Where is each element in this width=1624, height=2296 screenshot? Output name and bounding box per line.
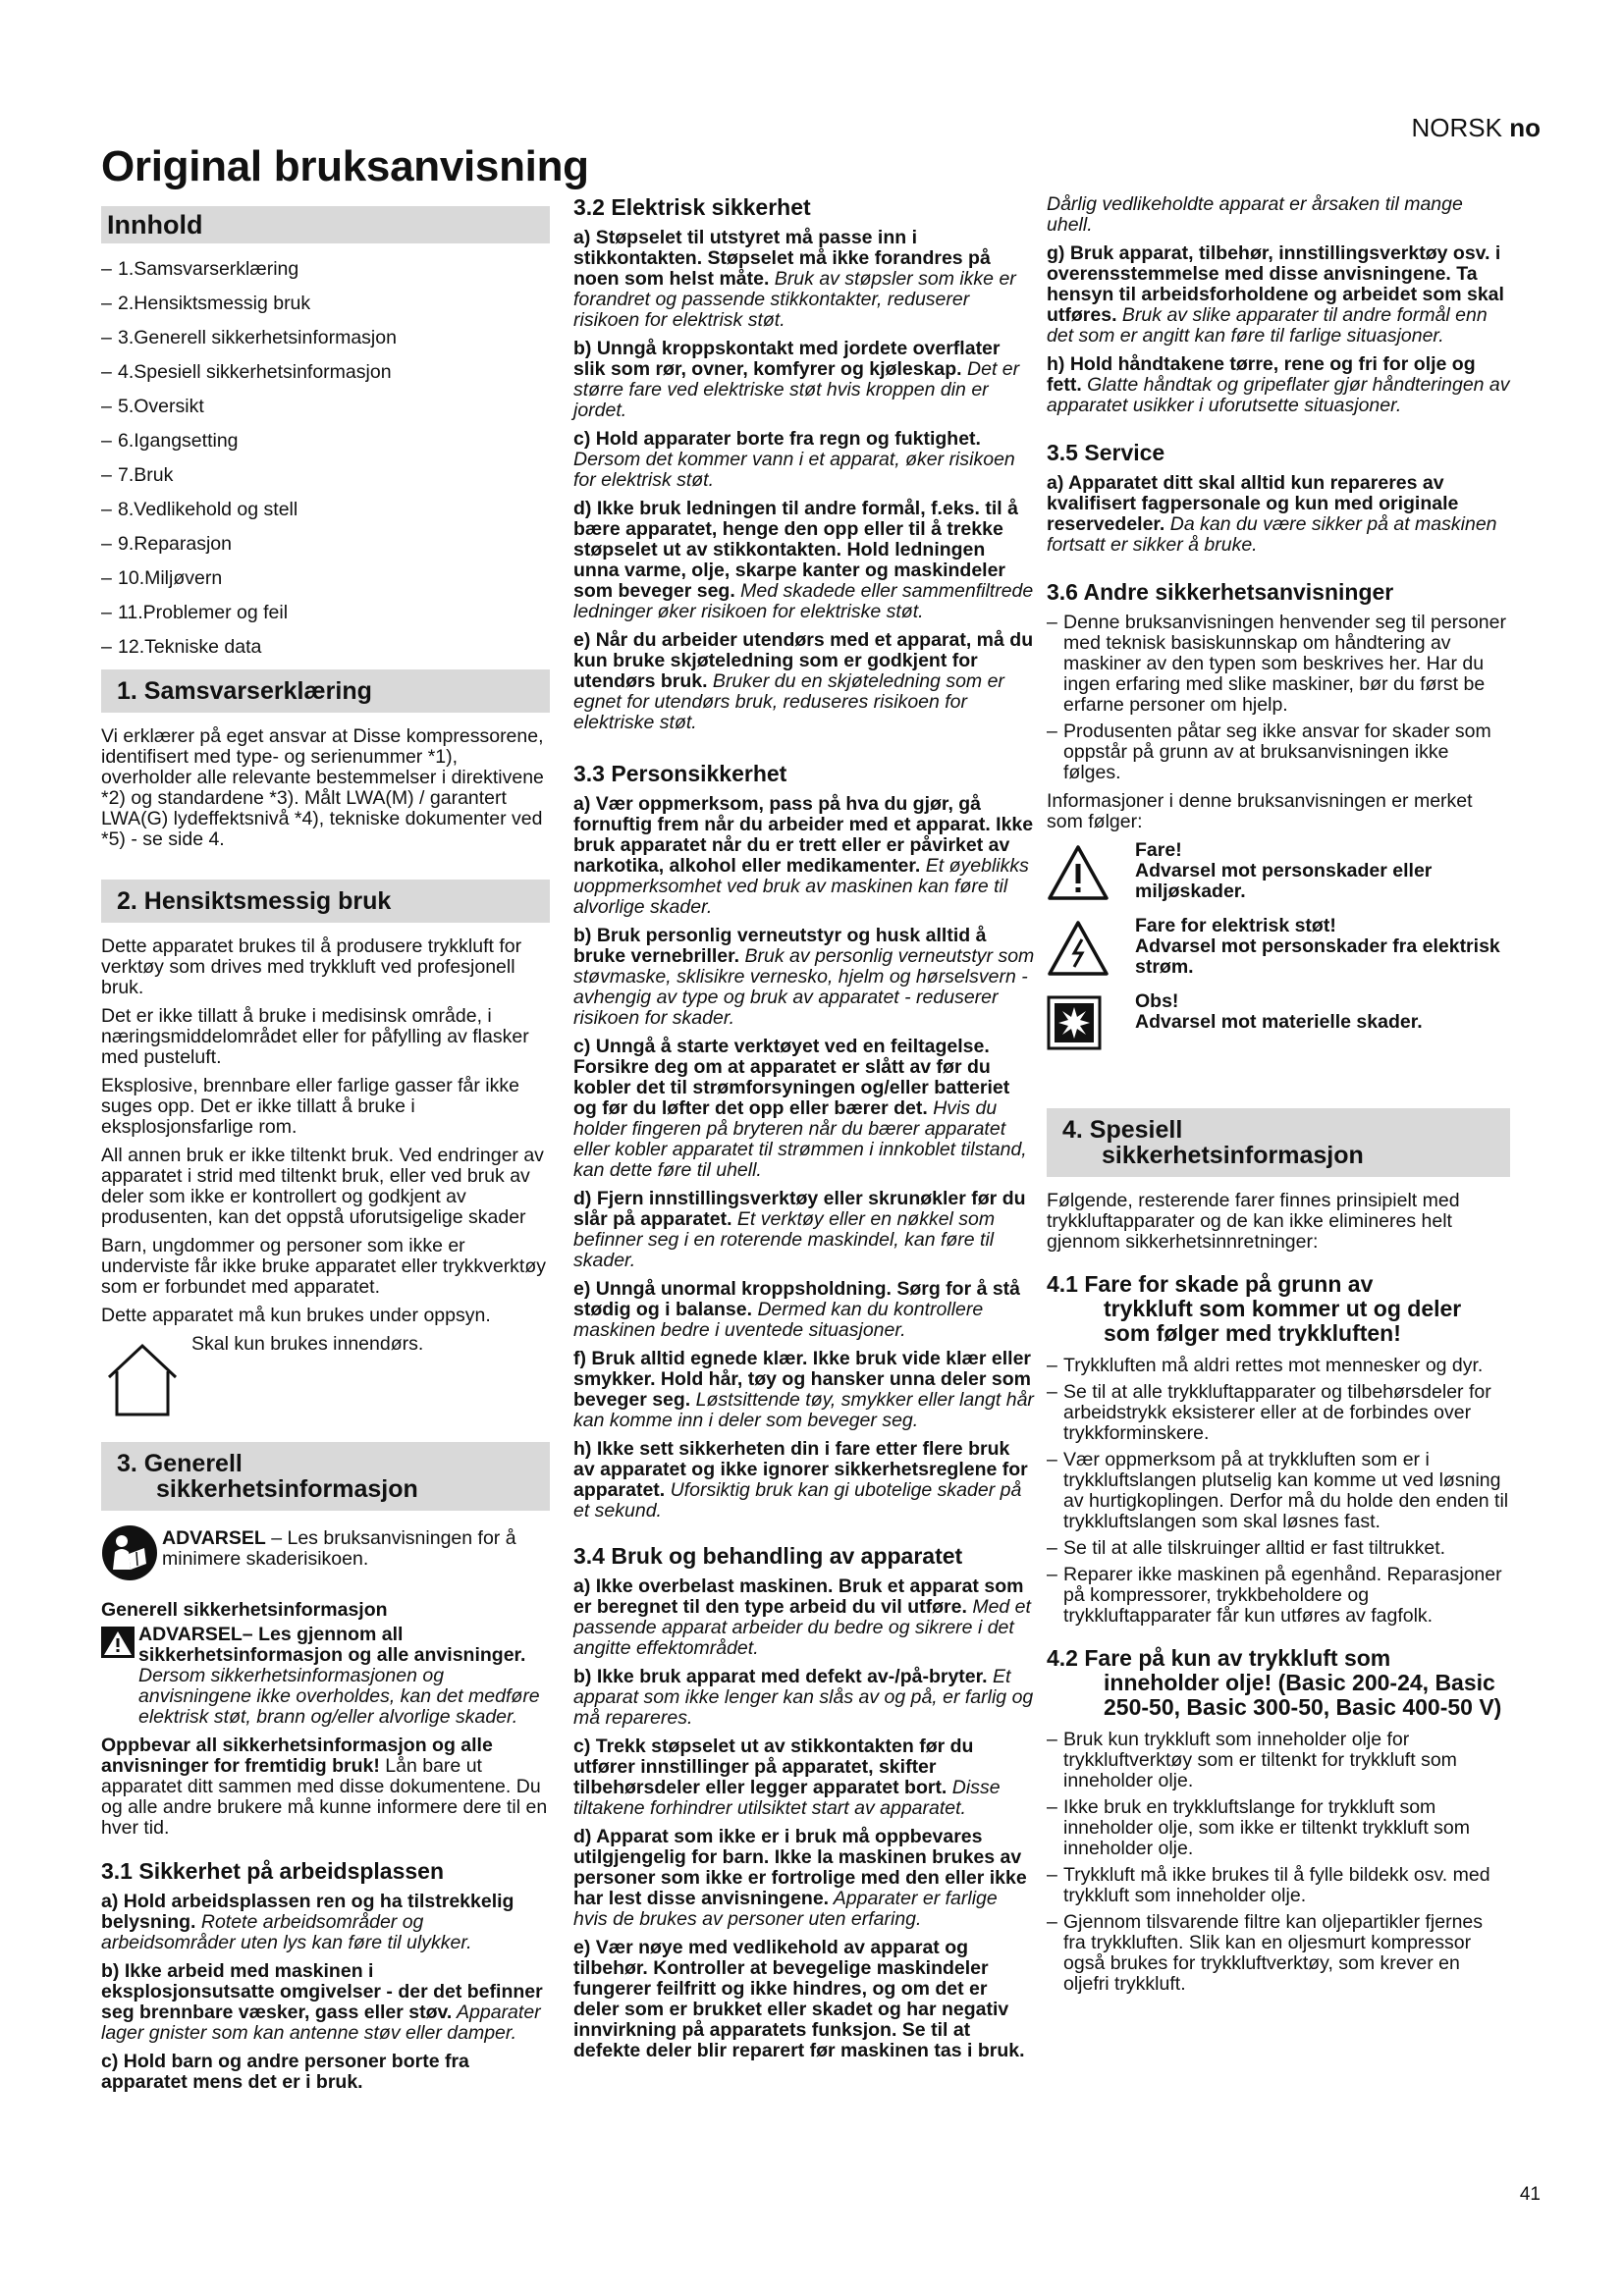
s32-a-italic: Bruk av støpsler som ikke er forandret og passende stikkontakter, reduserer risikoen for elektrisk støt. [573, 268, 1016, 331]
toc-item: – 7.Bruk [101, 461, 550, 490]
s36-info: Informasjoner i denne bruksanvisningen er merket som følger: [1047, 790, 1473, 832]
column-2 [573, 194, 1035, 2069]
s33-c [573, 1037, 1035, 1181]
s32-b [573, 339, 1035, 421]
electric-shock-icon [1047, 920, 1110, 977]
section-3-title-line2: sikkerhetsinformasjon [156, 1475, 418, 1503]
symbol-note-text: Obs! Advarsel mot materielle skader. [1135, 990, 1423, 1033]
s32-d [573, 499, 1035, 622]
list-item: – Produsenten påtar seg ikke ansvar for skader som oppstår på grunn av at bruksanvisningen ikke følges. [1047, 721, 1510, 783]
keep-instructions [101, 1735, 550, 1839]
list-item: – Vær oppmerksom på at trykkluften som er i trykkluftslangen plutselig kan komme ut ved løsning av hurtigkoplingen. Derfor må du holde den enden til trykkluftslangen som skal løsnes fast. [1047, 1450, 1510, 1532]
s34-a [573, 1576, 1035, 1659]
s33-f [573, 1349, 1035, 1431]
section-4-2-title [1047, 1646, 1510, 1720]
section-3-title [101, 1442, 550, 1511]
s35-a-bold: a) Apparatet ditt skal alltid kun repareres av kvalifisert fagpersonale og kun med originale reservedeler. [1047, 472, 1459, 535]
page-title: Original bruksanvisning [101, 142, 589, 190]
s34-e-cont [1047, 194, 1510, 236]
section-2-title: 2. Hensiktsmessig bruk [101, 880, 550, 923]
language-header [1412, 113, 1541, 143]
s33-d-italic: Et verktøy eller en nøkkel som befinner seg i en roterende maskindel, kan føre til skader. [573, 1208, 996, 1271]
s42-title-a: Fare på kun av trykkluft som [1084, 1645, 1391, 1671]
symbol-shock-text: Fare for elektrisk støt! Advarsel mot personskader fra elektrisk strøm. [1135, 915, 1500, 978]
house-icon [103, 1340, 182, 1418]
language-name: NORSK [1411, 113, 1502, 142]
list-item: – Gjennom tilsvarende filtre kan oljepartikler fjernes fra trykkluften. Slik kan en oljesmurt kompressor også brukes for trykkluftverktøy, som krever en oljefri trykkluft. [1047, 1912, 1510, 1995]
read-manual-icon [101, 1524, 158, 1581]
s31-b-bold: b) Ikke arbeid med maskinen i eksplosjonsutsatte omgivelser - der det befinner seg brennbare væsker, gass eller støv. [101, 1960, 543, 2023]
s31-a-bold: a) Hold arbeidsplassen ren og ha tilstrekkelig belysning. [101, 1891, 514, 1933]
s33-f-bold: f) Bruk alltid egnede klær. Ikke bruk vide klær eller smykker. Hold hår, tøy og hansker unna deler som beveger seg. [573, 1348, 1032, 1411]
s31-c [101, 2052, 550, 2093]
toc-item: – 8.Vedlikehold og stell [101, 496, 550, 524]
warning-triangle-icon [101, 1627, 135, 1658]
s33-e-italic: Dermed kan du kontrollere maskinen bedre i uventede situasjoner. [573, 1299, 984, 1341]
s33-h-italic: Uforsiktig bruk kan gi ubotelige skader på et sekund. [573, 1479, 1022, 1522]
section-4-intro: Følgende, resterende farer finnes prinsipielt med trykkluftapparater og de kan ikke elimineres helt gjennom sikkerhetsinnretninger: [1047, 1190, 1460, 1253]
s34-h-italic: Glatte håndtak og gripeflater gjør håndteringen av apparatet usikker i uforutsette situasjoner. [1047, 374, 1510, 416]
s31-b [101, 1961, 550, 2044]
s34-a-italic: Med et passende apparat arbeider du bedre og sikrere i det angitte effektområdet. [573, 1596, 1031, 1659]
section-2-p6: Dette apparatet må kun brukes under oppsyn. [101, 1305, 491, 1326]
general-warning-italic: Dersom sikkerhetsinformasjonen og anvisningene ikke overholdes, kan det medføre elektrisk støt, brann og/eller alvorlige skader. [138, 1665, 540, 1728]
s34-g [1047, 243, 1510, 347]
s31-a [101, 1892, 550, 1953]
section-3-5-title: 3.5 Service [1047, 440, 1165, 465]
s34-e-italic: Dårlig vedlikeholdte apparat er årsaken til mange uhell. [1047, 193, 1463, 236]
s34-h [1047, 354, 1510, 416]
s34-b-bold: b) Ikke bruk apparat med defekt av-/på-bryter. [573, 1666, 988, 1687]
toc-item: – 5.Oversikt [101, 393, 550, 421]
section-2-p4: All annen bruk er ikke tiltenkt bruk. Ved endringer av apparatet i strid med tiltenkt bruk, eller ved bruk av deler som ikke er kontrollert og godkjent av produsenten, kan det oppstå uforutsigelige skader [101, 1145, 544, 1228]
list-item: – Denne bruksanvisningen henvender seg til personer med teknisk basiskunnskap om håndtering av maskiner av den typen som beskrives her. Har du ingen erfaring med slike maskiner, bør du først be erfarne personer om hjelp. [1047, 613, 1510, 716]
s41-title-a: Fare for skade på grunn av [1084, 1271, 1374, 1297]
toc-item: – 10.Miljøvern [101, 564, 550, 593]
section-3-1-title: 3.1 Sikkerhet på arbeidsplassen [101, 1858, 445, 1884]
s32-c [573, 429, 1035, 491]
symbol-note [1047, 991, 1510, 1055]
section-4-title-line1: 4. Spesiell [1062, 1116, 1183, 1144]
s31-c-bold: c) Hold barn og andre personer borte fra apparatet mens det er i bruk. [101, 2051, 469, 2093]
section-4-title-line2: sikkerhetsinformasjon [1102, 1142, 1364, 1169]
s34-g-bold: g) Bruk apparat, tilbehør, innstillingsverktøy osv. i overensstemmelse med disse anvisningene. Ta hensyn til arbeidsforholdene og arbeidet som skal utføres. [1047, 242, 1504, 326]
toc-item: – 12.Tekniske data [101, 633, 550, 662]
s33-h-bold: h) Ikke sett sikkerheten din i fare etter flere bruk av apparatet og ikke ignorer sikkerhetsreglene for apparatet. [573, 1438, 1028, 1501]
general-safety-heading: Generell sikkerhetsinformasjon [101, 1599, 388, 1621]
s34-e-bold: e) Vær nøye med vedlikehold av apparat og tilbehør. Kontroller at bevegelige maskindeler fungerer feilfritt og ikke hindres, og om det er deler som er brukket eller skadet og har negativ innvirkning på apparatets funksjon. Se til at defekte deler blir reparert før maskinen tas i bruk. [573, 1937, 1025, 2061]
toc-item: – 4.Spesiell sikkerhetsinformasjon [101, 358, 550, 387]
column-1 [101, 192, 550, 2101]
s32-c-italic: Dersom det kommer vann i et apparat, øker risikoen for elektrisk støt. [573, 449, 1015, 491]
warning-text: – Les bruksanvisningen for å minimere skaderisikoen. [162, 1527, 516, 1570]
section-2-p5: Barn, ungdommer og personer som ikke er underviste får ikke bruke apparatet eller trykkverktøy som er forbundet med apparatet. [101, 1235, 547, 1298]
toc-item: – 11.Problemer og feil [101, 599, 550, 627]
toc-title: Innhold [101, 206, 550, 243]
section-2-p1: Dette apparatet brukes til å produsere trykkluft for verktøy som drives med trykkluft ved profesjonell bruk. [101, 935, 522, 998]
s34-c-bold: c) Trekk støpselet ut av stikkontakten før du utfører innstillinger på apparatet, skifter tilbehørsdeler eller legger apparatet bort. [573, 1735, 974, 1798]
s35-a-italic: Da kan du være sikker på at maskinen fortsatt er sikker å bruke. [1047, 513, 1497, 556]
section-2-p2: Det er ikke tillatt å bruke i medisinsk område, i næringsmiddelområdet eller for påfylling av flasker med pusteluft. [101, 1005, 529, 1068]
section-1-title: 1. Samsvarserklæring [101, 669, 550, 713]
list-item: – Reparer ikke maskinen på egenhånd. Reparasjoner på kompressorer, trykkbeholdere og trykkluftapparater får kun utføres av fagfolk. [1047, 1565, 1510, 1627]
s33-d-bold: d) Fjern innstillingsverktøy eller skrunøkler før du slår på apparatet. [573, 1188, 1026, 1230]
s34-c-italic: Disse tiltakene forhindrer utilsiktet start av apparatet. [573, 1777, 1001, 1819]
s34-h-bold: h) Hold håndtakene tørre, rene og fri for olje og fett. [1047, 353, 1476, 396]
s33-a-italic: Et øyeblikks uoppmerksomhet ved bruk av maskinen kan føre til alvorlige skader. [573, 855, 1029, 918]
general-safety-warning [101, 1625, 550, 1728]
section-3-3-title: 3.3 Personsikkerhet [573, 761, 787, 786]
s41-num: 4.1 [1047, 1271, 1078, 1297]
s33-e [573, 1279, 1035, 1341]
s34-d-italic: Apparater er farlige hvis de brukes av personer uten erfaring. [573, 1888, 998, 1930]
s34-d [573, 1827, 1035, 1930]
column-3 [1047, 194, 1510, 2002]
section-4-title [1047, 1108, 1510, 1177]
indoor-use-notice [101, 1334, 550, 1418]
s32-e-bold: e) Når du arbeider utendørs med et apparat, må du kun bruke skjøteledning som er godkjent for utendørs bruk. [573, 629, 1034, 692]
s32-a [573, 228, 1035, 331]
s41-title-b: trykkluft som kommer ut og deler som følger med trykkluften! [1104, 1296, 1462, 1346]
s32-d-bold: d) Ikke bruk ledningen til andre formål, f.eks. til å bære apparatet, henge den opp eller til å trekke støpselet ut av stikkontakten. Hold ledningen unna varme, olje, skarpe kanter og maskindeler som beveger seg. [573, 498, 1018, 602]
s32-c-bold: c) Hold apparater borte fra regn og fuktighet. [573, 428, 981, 450]
list-item: – Se til at alle tilskruinger alltid er fast tiltrukket. [1047, 1538, 1510, 1559]
material-damage-icon [1047, 995, 1102, 1050]
s32-e [573, 630, 1035, 733]
warning-label: ADVARSEL [162, 1527, 266, 1549]
s33-a-bold: a) Vær oppmerksom, pass på hva du gjør, gå fornuftig frem når du arbeider med et apparat. Ikke bruk apparatet når du er trett eller er påvirket av narkotika, alkohol eller medikamenter. [573, 793, 1034, 877]
list-item: – Bruk kun trykkluft som inneholder olje for trykkluftverktøy som er tiltenkt for trykkluft som inneholder olje. [1047, 1730, 1510, 1791]
keep-instructions-bold: Oppbevar all sikkerhetsinformasjon og alle anvisninger for fremtidig bruk! [101, 1735, 493, 1777]
section-2-p3: Eksplosive, brennbare eller farlige gasser får ikke suges opp. Det er ikke tillatt å bruke i eksplosjonsfarlige rom. [101, 1075, 519, 1138]
s33-e-bold: e) Unngå unormal kroppsholdning. Sørg for å stå stødig og i balanse. [573, 1278, 1021, 1320]
section-1-text: Vi erklærer på eget ansvar at Disse kompressorene, identifisert med type- og serienummer *1), overholder alle relevante bestemmelser i direktivene *2) og standardene *3). Målt LWA(M) / garantert LWA(G) lydeffektsnivå *4), tekniske dokumenter ved *5) - se side 4. [101, 725, 544, 850]
s34-b [573, 1667, 1035, 1729]
symbol-danger-text: Fare! Advarsel mot personskader eller miljøskader. [1135, 839, 1433, 902]
section-3-2-title: 3.2 Elektrisk sikkerhet [573, 194, 811, 220]
s36-list [1047, 613, 1510, 783]
s34-a-bold: a) Ikke overbelast maskinen. Bruk et apparat som er beregnet til den type arbeid du vil utføre. [573, 1575, 1024, 1618]
list-item: – Trykkluften må aldri rettes mot mennesker og dyr. [1047, 1356, 1510, 1376]
indoor-use-text: Skal kun brukes innendørs. [191, 1333, 424, 1355]
s33-c-italic: Hvis du holder fingeren på bryteren når du bærer apparatet eller kobler apparatet til strømmen i innkoblet tilstand, kan dette føre til uhell. [573, 1097, 1027, 1181]
general-warning-bold: ADVARSEL– Les gjennom all sikkerhetsinformasjon og alle anvisninger. [138, 1624, 526, 1666]
toc-list [101, 255, 550, 662]
s33-f-italic: Løstsittende tøy, smykker eller langt hår kan komme inn i deler som beveger seg. [573, 1389, 1034, 1431]
toc-item: – 9.Reparasjon [101, 530, 550, 559]
s33-b-italic: Bruk av personlig verneutstyr som støvmaske, sklisikre vernesko, hjelm og hørselsvern - avhengig av type og bruk av apparatet - reduserer risikoen for skader. [573, 945, 1035, 1029]
s41-list [1047, 1356, 1510, 1627]
list-item: – Trykkluft må ikke brukes til å fylle bildekk osv. med trykkluft som inneholder olje. [1047, 1865, 1510, 1906]
page-number: 41 [1519, 2184, 1541, 2205]
s32-b-bold: b) Unngå kroppskontakt med jordete overflater slik som rør, ovner, komfyrer og kjøleskap. [573, 338, 1001, 380]
symbol-shock [1047, 916, 1510, 982]
s33-h [573, 1439, 1035, 1522]
s42-title-b: inneholder olje! (Basic 200-24, Basic 250-50, Basic 300-50, Basic 400-50 V) [1104, 1670, 1502, 1720]
section-3-6-title: 3.6 Andre sikkerhetsanvisninger [1047, 579, 1394, 605]
s42-num: 4.2 [1047, 1645, 1078, 1671]
s42-list [1047, 1730, 1510, 1995]
s35-a [1047, 473, 1510, 556]
s32-e-italic: Bruker du en skjøteledning som er egnet for utendørs bruk, reduseres risikoen for elektriske støt. [573, 670, 1004, 733]
section-4-1-title [1047, 1272, 1510, 1346]
s34-g-italic: Bruk av slike apparater til andre formål enn det som er angitt kan føre til farlige situasjoner. [1047, 304, 1488, 347]
s34-c [573, 1736, 1035, 1819]
toc-item: – 1.Samsvarserklæring [101, 255, 550, 284]
section-3-title-line1: 3. Generell [117, 1450, 243, 1477]
s32-d-italic: Med skadede eller sammenfiltrede ledninger øker risikoen for elektriske støt. [573, 580, 1034, 622]
s33-c-bold: c) Unngå å starte verktøyet ved en feiltagelse. Forsikre deg om at apparatet er slått av før du kobler det til strømforsyningen og/eller batteriet og før du løfter det opp eller bærer det. [573, 1036, 1010, 1119]
s31-a-italic: Rotete arbeidsområder og arbeidsområder uten lys kan føre til ulykker. [101, 1911, 472, 1953]
s31-b-italic: Apparater lager gnister som kan antenne støv eller damper. [101, 2002, 541, 2044]
keep-instructions-text: Lån bare ut apparatet ditt sammen med disse dokumentene. Du og alle andre brukere må kunne informere dere til en hver tid. [101, 1755, 548, 1839]
s32-a-bold: a) Støpselet til utstyret må passe inn i stikkontakten. Støpselet må ikke forandres på noen som helst måte. [573, 227, 991, 290]
list-item: – Se til at alle trykkluftapparater og tilbehørsdeler for arbeidstrykk eksisterer eller at de forbindes over trykkforminskere. [1047, 1382, 1510, 1444]
s33-d [573, 1189, 1035, 1271]
s33-b-bold: b) Bruk personlig verneutstyr og husk alltid å bruke vernebriller. [573, 925, 987, 967]
toc-item: – 3.Generell sikkerhetsinformasjon [101, 324, 550, 352]
toc-item: – 6.Igangsetting [101, 427, 550, 455]
list-item: – Ikke bruk en trykkluftslange for trykkluft som inneholder olje, som ikke er tiltenkt trykkluft som inneholder olje. [1047, 1797, 1510, 1859]
language-code: no [1509, 113, 1541, 142]
s34-e [573, 1938, 1035, 2061]
s33-a [573, 794, 1035, 918]
danger-triangle-icon [1047, 844, 1110, 901]
s32-b-italic: Det er større fare ved elektriske støt hvis kroppen din er jordet. [573, 358, 1020, 421]
s34-d-bold: d) Apparat som ikke er i bruk må oppbevares utilgjengelig for barn. Ikke la maskinen brukes av personer som ikke er fortrolige med den eller ikke har lest disse anvisningene. [573, 1826, 1027, 1909]
toc-item: – 2.Hensiktsmessig bruk [101, 290, 550, 318]
read-manual-warning [101, 1524, 550, 1586]
s33-b [573, 926, 1035, 1029]
section-3-4-title: 3.4 Bruk og behandling av apparatet [573, 1543, 963, 1569]
s34-b-italic: Et apparat som ikke lenger kan slås av og på, er farlig og må repareres. [573, 1666, 1034, 1729]
symbol-danger [1047, 840, 1510, 906]
